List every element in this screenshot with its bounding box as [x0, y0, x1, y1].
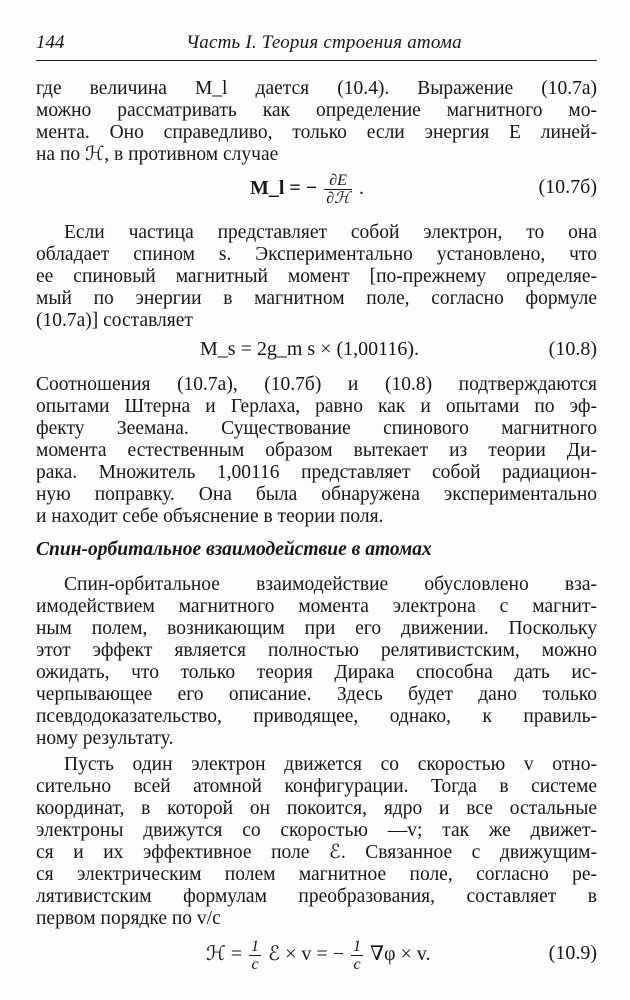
running-title: Часть I. Теория строения атома	[186, 32, 462, 53]
text-line: рака. Множитель 1,00116 представляет собой радиацион-	[36, 462, 597, 483]
fraction-one-over-c	[351, 938, 363, 973]
text-line: мента. Оно справедливо, только если энергия E линей-	[36, 122, 597, 143]
text-line: ся электрическим полем магнитное поле, согласно ре-	[36, 864, 597, 885]
text-line: ее спиновый магнитный момент [по-прежнему определяе-	[36, 266, 597, 287]
text-line: обладает спином s. Экспериментально установлено, что	[36, 244, 597, 265]
section-heading: Спин-орбитальное взаимодействие в атомах	[36, 539, 432, 560]
fraction-numerator: 1	[353, 938, 361, 955]
equation-10-9	[36, 932, 597, 976]
text-line: на по ℋ, в противном случае	[36, 144, 279, 165]
text-line: этот эффект является полностью релятивистским, можно	[36, 640, 597, 661]
page-header	[36, 32, 596, 58]
text-line: и находит себе объяснение в теории поля.	[36, 506, 384, 527]
text-line: ному результату.	[36, 728, 174, 749]
text-line: Пусть один электрон движется со скоростью v отно-	[64, 754, 597, 775]
partial-fraction	[324, 172, 352, 207]
text-line: черпывающее его описание. Здесь будет дано только	[36, 684, 597, 705]
equation-number: (10.9)	[548, 942, 597, 964]
text-line: псевдодоказательство, приводящее, однако, к правиль-	[36, 706, 597, 727]
equation-number: (10.8)	[548, 338, 597, 360]
text-line: Спин-орбитальное взаимодействие обусловлено вза-	[64, 574, 597, 595]
text-line: Соотношения (10.7а), (10.7б) и (10.8) подтверждаются	[36, 374, 597, 395]
equation-body: M_s = 2g_m s × (1,00116).	[200, 338, 420, 360]
fraction-one-over-c	[249, 938, 261, 973]
text-line: Если частица представляет собой электрон, то она	[64, 222, 597, 243]
text-line: первом порядке по v/c	[36, 908, 221, 929]
fraction-denominator: c	[251, 956, 259, 973]
equation-lhs: M_l = −	[250, 177, 318, 200]
text-line: где величина M_l дается (10.4). Выражение (10.7а)	[36, 78, 597, 99]
equation-tail: ∇φ × v.	[370, 943, 431, 966]
text-line: координат, в которой он покоится, ядро и все остальные	[36, 798, 597, 819]
equation-10-8	[36, 332, 597, 376]
text-line: лятивистским формулам преобразования, составляет в	[36, 886, 597, 907]
equation-10-7b	[36, 166, 597, 210]
equation-number: (10.7б)	[538, 176, 597, 198]
fraction-denominator: c	[353, 956, 361, 973]
text-line: электроны движутся со скоростью —v; так же движет-	[36, 820, 597, 841]
page-number: 144	[36, 32, 65, 53]
fraction-denominator: ∂ℋ	[326, 190, 350, 207]
header-rule	[36, 60, 597, 61]
equation-middle: ℰ × v = −	[268, 943, 344, 966]
text-line: имодействием магнитного момента электрона с магнит-	[36, 596, 597, 617]
text-line: опытами Штерна и Герлаха, равно как и опытами по эф-	[36, 396, 597, 417]
text-line: момента естественным образом вытекает из теории Ди-	[36, 440, 597, 461]
text-line: ся и их эффективное поле ℰ. Связанное с движущим-	[36, 842, 597, 863]
fraction-numerator: ∂E	[324, 172, 352, 190]
text-line: (10.7а)] составляет	[36, 310, 193, 331]
text-line: ным полем, возникающим при его движении. Поскольку	[36, 618, 597, 639]
text-line: ожидать, что только теория Дирака способна дать ис-	[36, 662, 597, 683]
text-line: фекту Зеемана. Существование спинового магнитного	[36, 418, 597, 439]
text-line: мый по энергии в магнитном поле, согласно формуле	[36, 288, 597, 309]
text-line: можно рассматривать как определение магнитного мо-	[36, 100, 597, 121]
fraction-numerator: 1	[251, 938, 260, 955]
text-line: сительно всей атомной конфигурации. Тогда в системе	[36, 776, 597, 797]
equation-tail: .	[358, 177, 364, 200]
text-line: ную поправку. Она была обнаружена экспериментально	[36, 484, 597, 505]
equation-lhs: ℋ =	[206, 943, 243, 966]
